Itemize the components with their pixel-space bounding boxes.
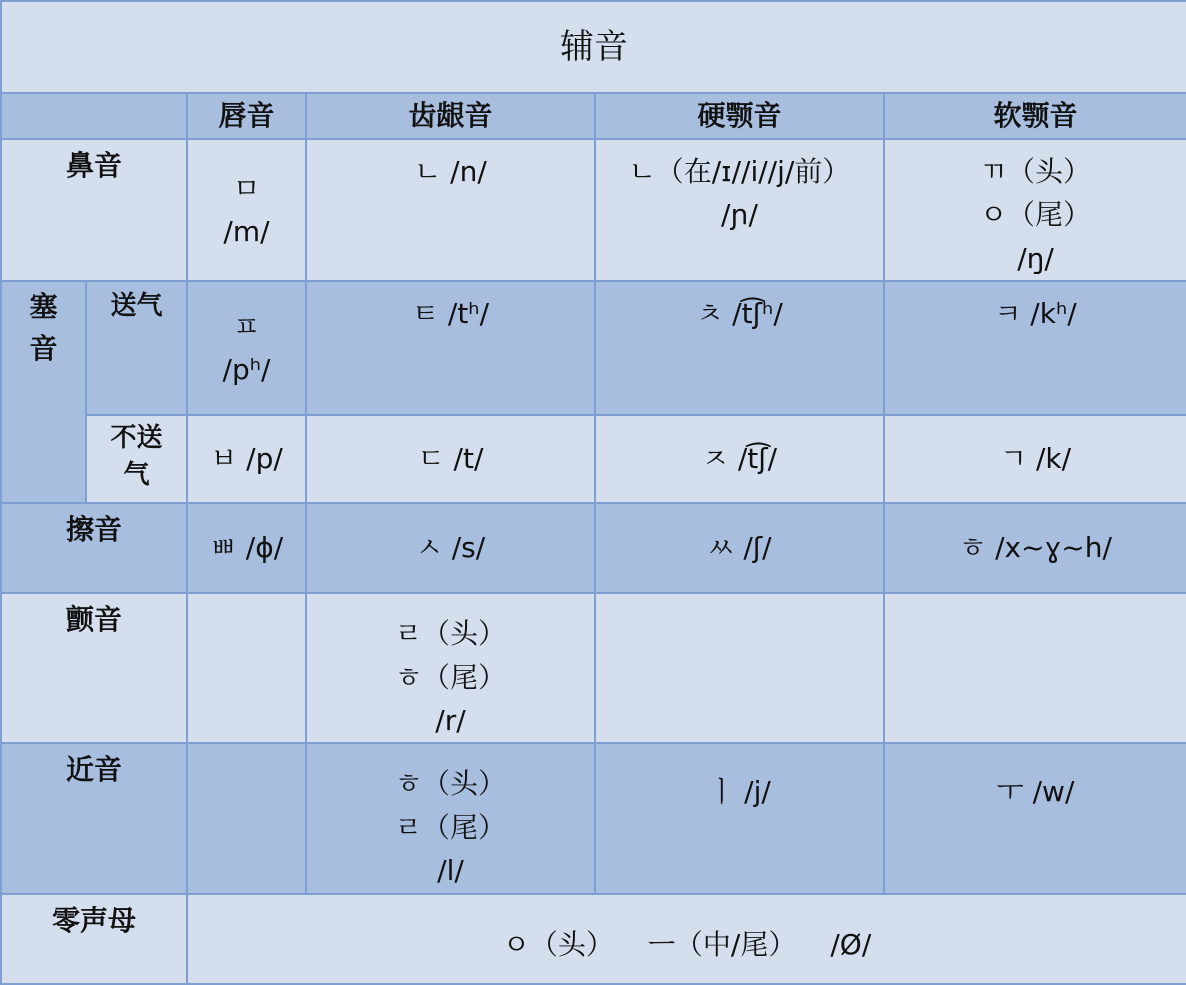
nasal-palatal-cell	[595, 139, 884, 281]
trill-alveolar-ipa: /r/	[435, 703, 466, 737]
approximant-palatal-cell: ㅣ /j/	[595, 743, 884, 893]
row-header-unaspirated-2: 气	[123, 459, 150, 490]
trill-alveolar-head: ㄹ（头）	[394, 617, 507, 651]
nasal-labial-cell	[187, 139, 306, 281]
trill-velar-cell	[884, 593, 1186, 743]
nasal-velar-cell	[884, 139, 1186, 281]
null-initial-ipa: /Ø/	[830, 927, 872, 961]
row-header-stop-1: 塞	[29, 290, 58, 324]
nasal-velar-ipa: /ŋ/	[1017, 241, 1054, 275]
trill-alveolar-cell	[306, 593, 595, 743]
unaspirated-labial-cell: ㅂ /p/	[187, 415, 306, 503]
row-header-trill: 颤音	[1, 593, 187, 743]
row-header-aspirated: 送气	[86, 281, 187, 415]
aspirated-alveolar-cell: ㅌ /tʰ/	[306, 281, 595, 415]
aspirated-labial-cell	[187, 281, 306, 415]
trill-alveolar-tail: ㅎ（尾）	[394, 660, 507, 694]
trill-labial-cell	[187, 593, 306, 743]
row-header-nasal: 鼻音	[1, 139, 187, 281]
null-initial-head: ㅇ（头）	[502, 927, 614, 961]
row-header-fricative: 擦音	[1, 503, 187, 593]
fricative-palatal-cell: ㅆ /ʃ/	[595, 503, 884, 593]
nasal-palatal-ipa: /ɲ/	[721, 198, 758, 232]
column-header-alveolar: 齿龈音	[306, 93, 595, 139]
nasal-alveolar-cell: ㄴ /n/	[306, 139, 595, 281]
table-title: 辅音	[1, 1, 1186, 93]
approximant-labial-cell	[187, 743, 306, 893]
corner-cell	[1, 93, 187, 139]
approximant-alveolar-ipa: /l/	[437, 854, 464, 888]
approximant-alveolar-tail: ㄹ（尾）	[394, 810, 507, 844]
nasal-palatal-letter: ㄴ（在/ɪ//i//j/前）	[628, 155, 851, 188]
row-header-unaspirated-1: 不送	[110, 423, 163, 454]
fricative-labial-cell: ㅃ /ɸ/	[187, 503, 306, 593]
row-header-approximant: 近音	[1, 743, 187, 893]
fricative-velar-cell: ㅎ /x~ɣ~h/	[884, 503, 1186, 593]
null-initial-cell	[187, 894, 1186, 984]
approximant-velar-cell: ㅜ /w/	[884, 743, 1186, 893]
unaspirated-velar-cell: ㄱ /k/	[884, 415, 1186, 503]
nasal-velar-head: ㄲ（头）	[980, 155, 1092, 188]
row-header-null-initial: 零声母	[1, 894, 187, 984]
approximant-alveolar-head: ㅎ（头）	[394, 767, 507, 801]
aspirated-labial-letter: ㅍ	[232, 309, 261, 343]
column-header-velar: 软颚音	[884, 93, 1186, 139]
aspirated-palatal-cell: ㅊ /t͡ʃʰ/	[595, 281, 884, 415]
unaspirated-alveolar-cell: ㄷ /t/	[306, 415, 595, 503]
fricative-alveolar-cell: ㅅ /s/	[306, 503, 595, 593]
aspirated-velar-cell: ㅋ /kʰ/	[884, 281, 1186, 415]
unaspirated-palatal-cell: ㅈ /t͡ʃ/	[595, 415, 884, 503]
nasal-velar-tail: ㅇ（尾）	[980, 198, 1092, 232]
trill-palatal-cell	[595, 593, 884, 743]
aspirated-labial-ipa: /pʰ/	[222, 353, 271, 387]
column-header-palatal: 硬颚音	[595, 93, 884, 139]
nasal-labial-letter: ㅁ	[232, 171, 261, 205]
null-initial-mid-tail: ㅡ（中/尾）	[647, 927, 797, 961]
nasal-labial-ipa: /m/	[223, 215, 270, 249]
row-header-unaspirated	[86, 415, 187, 503]
approximant-alveolar-cell	[306, 743, 595, 893]
column-header-labial: 唇音	[187, 93, 306, 139]
row-header-stop	[1, 281, 86, 503]
row-header-stop-2: 音	[29, 332, 58, 366]
